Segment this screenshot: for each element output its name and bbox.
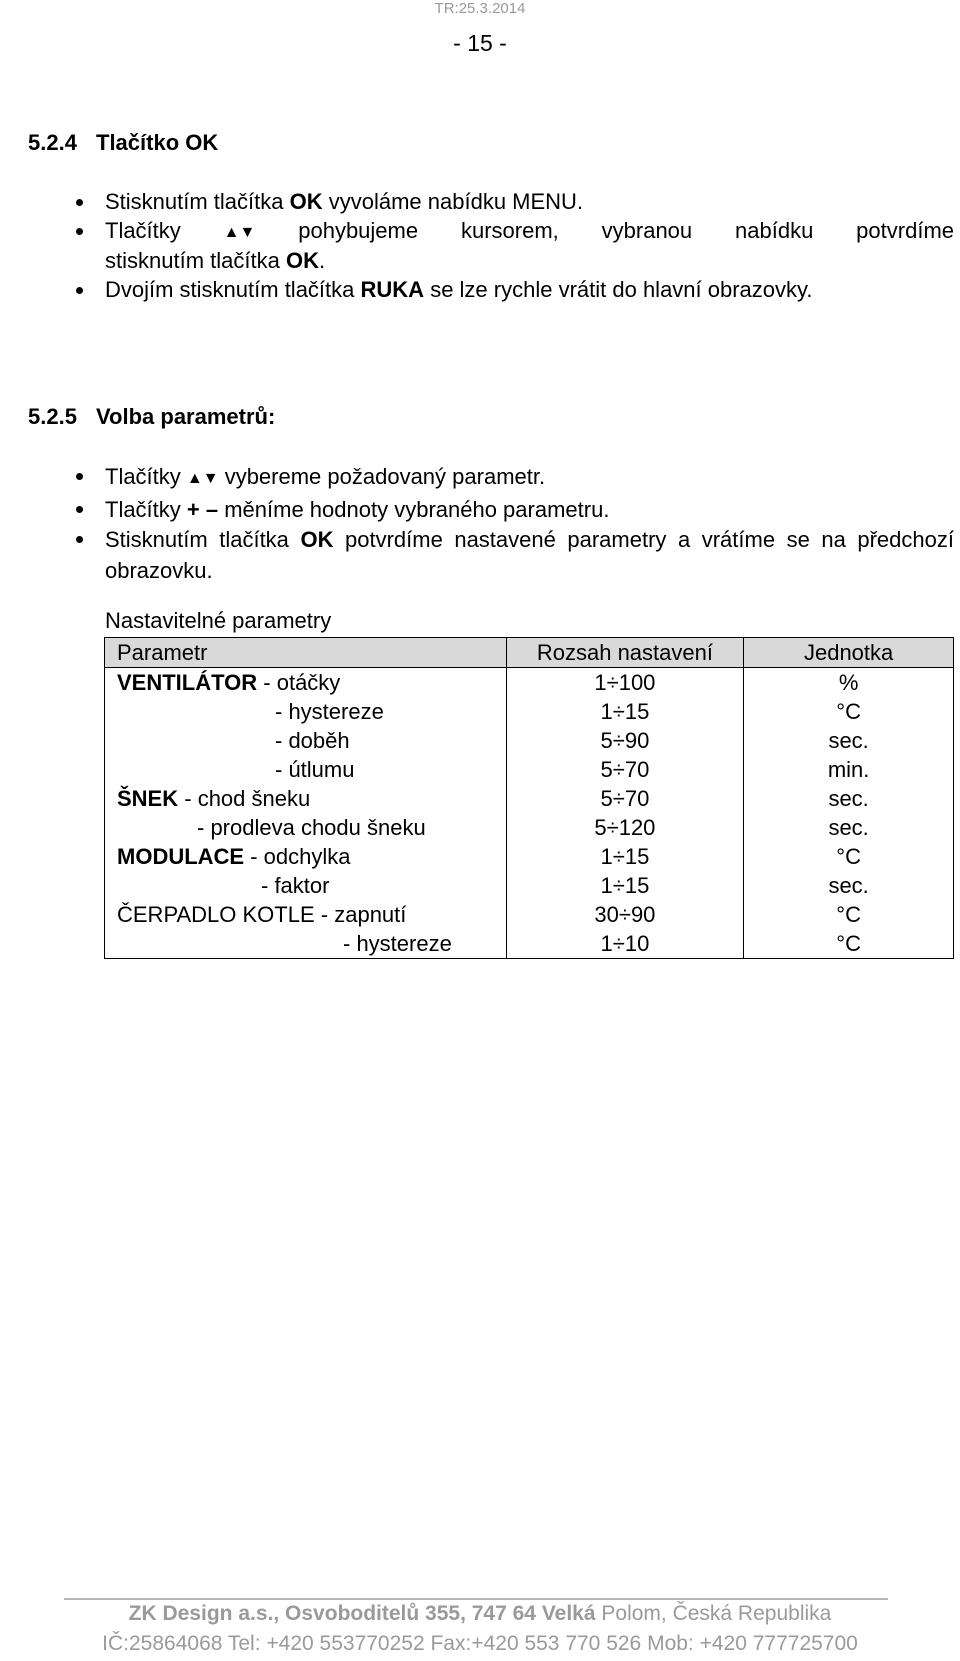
table-row [105,842,954,871]
ok-bullet-list [76,188,954,304]
section-number: 5.2.5 [28,404,77,429]
section-heading-params [28,404,275,430]
text: Tlačítky [105,217,224,243]
table-row [105,755,954,784]
table-row [105,871,954,900]
list-item [76,217,954,276]
bold-text: OK [300,527,334,552]
range-cell: 5÷70 [506,755,744,784]
text-line [105,247,954,276]
parameter-label [117,931,452,956]
range-cell: 1÷10 [506,929,744,959]
table-row [105,900,954,929]
parameter-cell [105,697,507,726]
list-item [76,525,954,586]
parameter-cell [105,871,507,900]
text: měníme hodnoty vybraného parametru. [218,496,610,522]
unit-cell: °C [744,697,954,726]
range-cell: 1÷15 [506,842,744,871]
parameter-name: - prodleva chodu šneku [197,814,426,840]
parameter-label [117,786,310,811]
revision-date: TR:25.3.2014 [434,0,526,17]
bold-text: OK [289,189,323,214]
up-down-arrows-icon: ▲▼ [186,470,219,487]
unit-cell: min. [744,755,954,784]
parameter-name: - útlumu [275,756,355,782]
parameter-name: - zapnutí [320,901,407,927]
parameter-label [117,844,351,869]
parameter-cell [105,784,507,813]
range-cell: 1÷15 [506,871,744,900]
unit-cell: °C [744,929,954,959]
justified-line [105,217,954,248]
table-row [105,929,954,959]
footer-divider [64,1598,888,1600]
unit-cell: sec. [744,726,954,755]
range-cell: 30÷90 [506,900,744,929]
parameter-name: - odchylka [250,843,351,869]
company-name: ZK Design a.s., Osvoboditelů 355, 747 64 Velká [128,1602,596,1625]
parameter-group: ČERPADLO KOTLE [117,901,315,927]
parameter-label [117,728,350,753]
table-row [105,784,954,813]
parameter-label [117,902,406,927]
column-header: Rozsah nastavení [506,638,744,668]
text: pohybujeme kursorem, vybranou nabídku potvrdíme [298,217,955,243]
text: Tlačítky [105,496,187,522]
parameter-label [117,873,329,898]
column-header: Jednotka [744,638,954,668]
list-item [76,495,954,526]
text: . [318,248,326,273]
list-item [76,276,954,305]
parameter-name: - otáčky [263,669,341,695]
unit-cell: sec. [744,784,954,813]
table-row [105,668,954,698]
parameter-label [117,815,426,840]
plus-minus-icon: + – [186,496,219,522]
parameter-name: - hystereze [343,930,452,956]
list-item [76,188,954,217]
parameter-cell [105,842,507,871]
section-number: 5.2.4 [28,130,77,155]
parameter-cell [105,929,507,959]
unit-cell: % [744,668,954,698]
range-cell: 5÷90 [506,726,744,755]
text: Tlačítky [105,464,187,489]
parameter-group: MODULACE [117,843,245,869]
list-item [76,462,954,495]
parameter-cell [105,755,507,784]
footer-contacts: IČ:25864068 Tel: +420 553770252 Fax:+420 553 770 526 Mob: +420 777725700 [102,1632,858,1655]
section-title: Tlačítko OK [96,130,219,155]
footer-company [0,1602,960,1626]
text: se lze rychle vrátit do hlavní obrazovky. [424,276,813,302]
range-cell: 5÷70 [506,784,744,813]
parameter-name: - faktor [261,872,330,898]
range-cell: 1÷100 [506,668,744,698]
text: vybereme požadovaný parametr. [218,464,546,489]
table-row [105,813,954,842]
parameter-group: VENTILÁTOR [117,669,258,695]
page-number: - 15 - [453,30,507,56]
bold-text: OK [285,248,319,273]
text: stisknutím tlačítka [105,248,286,273]
text: Stisknutím tlačítka [105,189,290,214]
parameter-label [117,757,354,782]
up-down-arrows-icon: ▲▼ [223,223,256,241]
parameter-cell [105,900,507,929]
unit-cell: sec. [744,871,954,900]
column-header: Parametr [105,638,507,668]
text: Stisknutím tlačítka [105,527,301,552]
range-cell: 1÷15 [506,697,744,726]
table-caption: Nastavitelné parametry [105,608,332,633]
parameter-label [117,699,384,724]
range-cell: 5÷120 [506,813,744,842]
table-header-row [105,638,954,668]
text: vyvoláme nabídku MENU. [322,189,584,214]
parameter-cell [105,668,507,698]
company-location: Polom, Česká Republika [595,1602,832,1625]
parameters-table [104,637,954,959]
text: potvrdíme nastavené parametry a vrátíme se na předchozí obrazovku. [105,527,954,583]
table-row [105,726,954,755]
parameter-cell [105,813,507,842]
parameter-cell [105,726,507,755]
section-heading-ok [28,130,218,156]
parameter-name: - doběh [275,727,350,753]
unit-cell: sec. [744,813,954,842]
parameter-group: ŠNEK [117,785,179,811]
section-title: Volba parametrů: [96,404,276,429]
parameter-label [117,670,340,695]
unit-cell: °C [744,842,954,871]
parameter-name: - chod šneku [184,785,311,811]
bold-text: RUKA [360,276,425,302]
text: Dvojím stisknutím tlačítka [105,276,361,302]
table-row [105,697,954,726]
unit-cell: °C [744,900,954,929]
parameter-name: - hystereze [275,698,384,724]
params-bullet-list [76,462,954,586]
